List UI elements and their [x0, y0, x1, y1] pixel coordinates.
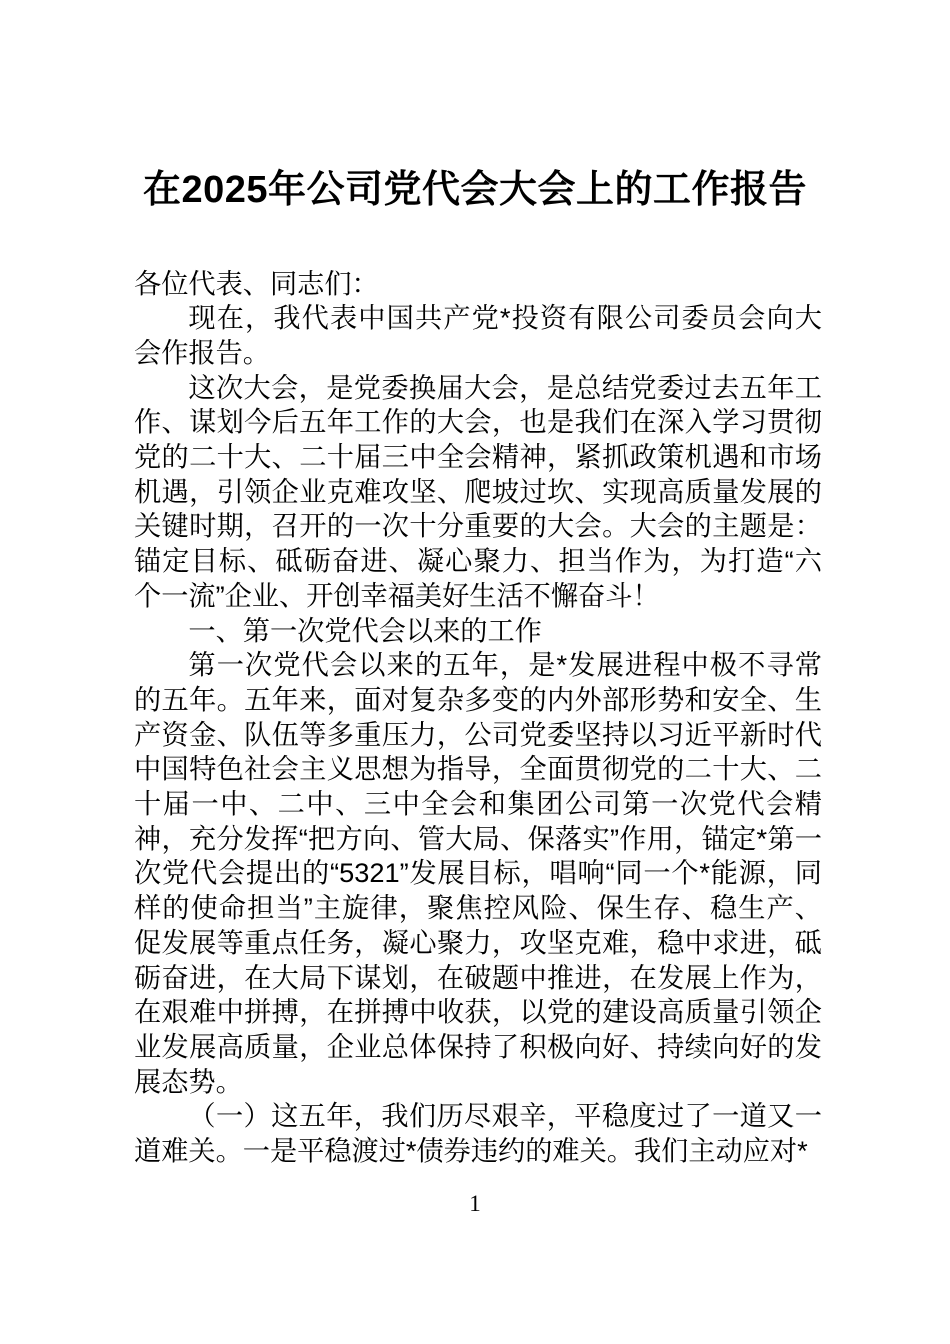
page-number: 1 [469, 1190, 481, 1216]
salutation-paragraph: 各位代表、同志们： [134, 267, 379, 299]
document-title: 在2025年公司党代会大会上的工作报告 [142, 169, 808, 211]
review-paragraph: 第一次党代会以来的五年，是*发展进程中极不寻常的五年。五年来，面对复杂多变的内外部形势和安全、生产资金、队伍等多重压力，公司党委坚持以习近平新时代中国特色社会主义思想为指导，全面贯彻党的二十大、二十届一中、二中、三中全会和集团公司第一次党代会精神，充分发挥“把方向、管大局、保落实”作用，锚定*第一次党代会提出的“5321”发展目标，唱响“同一个*能源，同样的使命担当”主旋律，聚焦控风险、保生存、稳生产、促发展等重点任务，凝心聚力，攻坚克难，稳中求进，砥砺奋进，在大局下谋划，在破题中推进，在发展上作为，在艰难中拼搏，在拼搏中收获，以党的建设高质量引领企业发展高质量，企业总体保持了积极向好、持续向好的发展态势。 [134, 649, 822, 1097]
document-body [134, 267, 822, 1169]
theme-paragraph: 这次大会，是党委换届大会，是总结党委过去五年工作、谋划今后五年工作的大会，也是我们在深入学习贯彻党的二十大、二十届三中全会精神，紧抓政策机遇和市场机遇，引领企业克难攻坚、爬坡过坎、实现高质量发展的关键时期，召开的一次十分重要的大会。大会的主题是：锚定目标、砥砺奋进、凝心聚力、担当作为，为打造“六个一流”企业、开创幸福美好生活不懈奋斗！ [134, 371, 822, 611]
achievements-paragraph: （一）这五年，我们历尽艰辛，平稳度过了一道又一道难关。一是平稳渡过*债券违约的难关。我们主动应对* [134, 1100, 822, 1167]
section-heading: 一、第一次党代会以来的工作 [188, 614, 542, 646]
intro-paragraph: 现在，我代表中国共产党*投资有限公司委员会向大会作报告。 [134, 302, 822, 368]
